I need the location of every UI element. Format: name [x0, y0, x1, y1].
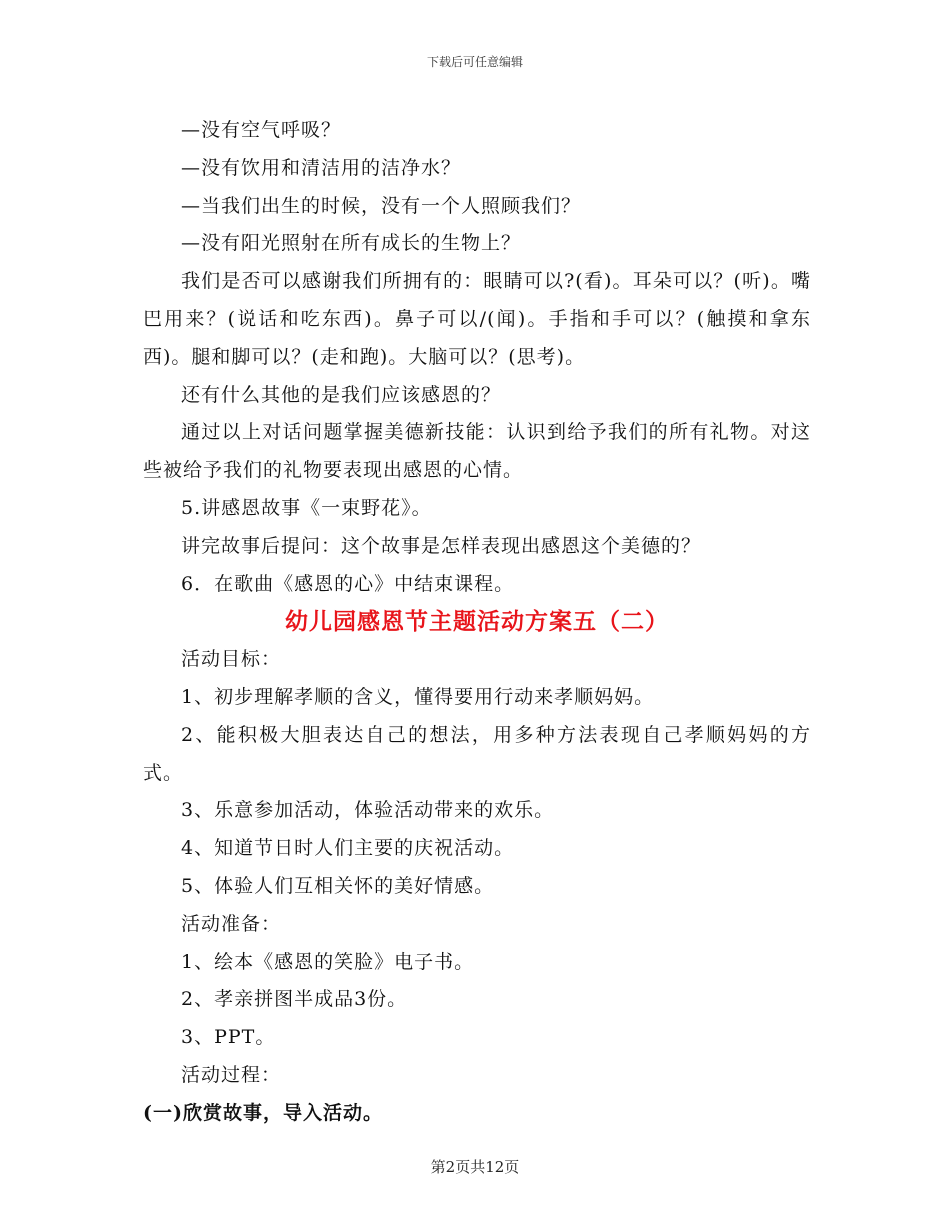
- paragraph: 1、初步理解孝顺的含义，懂得要用行动来孝顺妈妈。: [181, 685, 655, 708]
- paragraph: 4、知道节日时人们主要的庆祝活动。: [181, 837, 515, 860]
- paragraph: 2、孝亲拼图半成品3份。: [181, 988, 408, 1011]
- paragraph: 5.讲感恩故事《一束野花》。: [181, 496, 432, 519]
- paragraph: —没有空气呼吸？: [181, 119, 342, 141]
- page-header: 下载后可任意编辑: [426, 55, 523, 69]
- bold-subheading: (一)欣赏故事，导入活动。: [143, 1101, 383, 1124]
- paragraph: 通过以上对话问题掌握美德新技能：认识到给予我们的所有礼物。对这些被给予我们的礼物要表现出感恩的心情。: [143, 421, 811, 482]
- paragraph: 6．在歌曲《感恩的心》中结束课程。: [181, 572, 515, 595]
- page-number: 第2页共12页: [430, 1158, 520, 1176]
- paragraph: 3、PPT。: [181, 1026, 276, 1049]
- paragraph: 活动过程：: [181, 1063, 282, 1086]
- paragraph: 5、体验人们互相关怀的美好情感。: [181, 874, 495, 897]
- paragraph: 我们是否可以感谢我们所拥有的：眼睛可以?(看)。耳朵可以？(听)。嘴巴用来？(说话和吃东西)。鼻子可以/(闻)。手指和手可以？(触摸和拿东西)。腿和脚可以？(走和跑)。大脑可以？(思考)。: [143, 270, 811, 368]
- paragraph: 还有什么其他的是我们应该感恩的？: [181, 383, 502, 406]
- paragraph: 讲完故事后提问：这个故事是怎样表现出感恩这个美德的？: [181, 534, 702, 557]
- paragraph: 3、乐意参加活动，体验活动带来的欢乐。: [181, 799, 555, 822]
- paragraph: —当我们出生的时候，没有一个人照顾我们？: [181, 194, 582, 217]
- document-body: [143, 112, 811, 1133]
- paragraph: 2、能积极大胆表达自己的想法，用多种方法表现自己孝顺妈妈的方式。: [143, 723, 811, 784]
- paragraph: —没有饮用和清洁用的洁净水？: [181, 156, 462, 179]
- section-title: 幼儿园感恩节主题活动方案五（二）: [285, 608, 669, 636]
- paragraph: 活动准备：: [181, 912, 282, 935]
- paragraph: 活动目标：: [181, 648, 282, 671]
- paragraph: 1、绘本《感恩的笑脸》电子书。: [181, 950, 475, 973]
- paragraph: —没有阳光照射在所有成长的生物上？: [181, 232, 522, 255]
